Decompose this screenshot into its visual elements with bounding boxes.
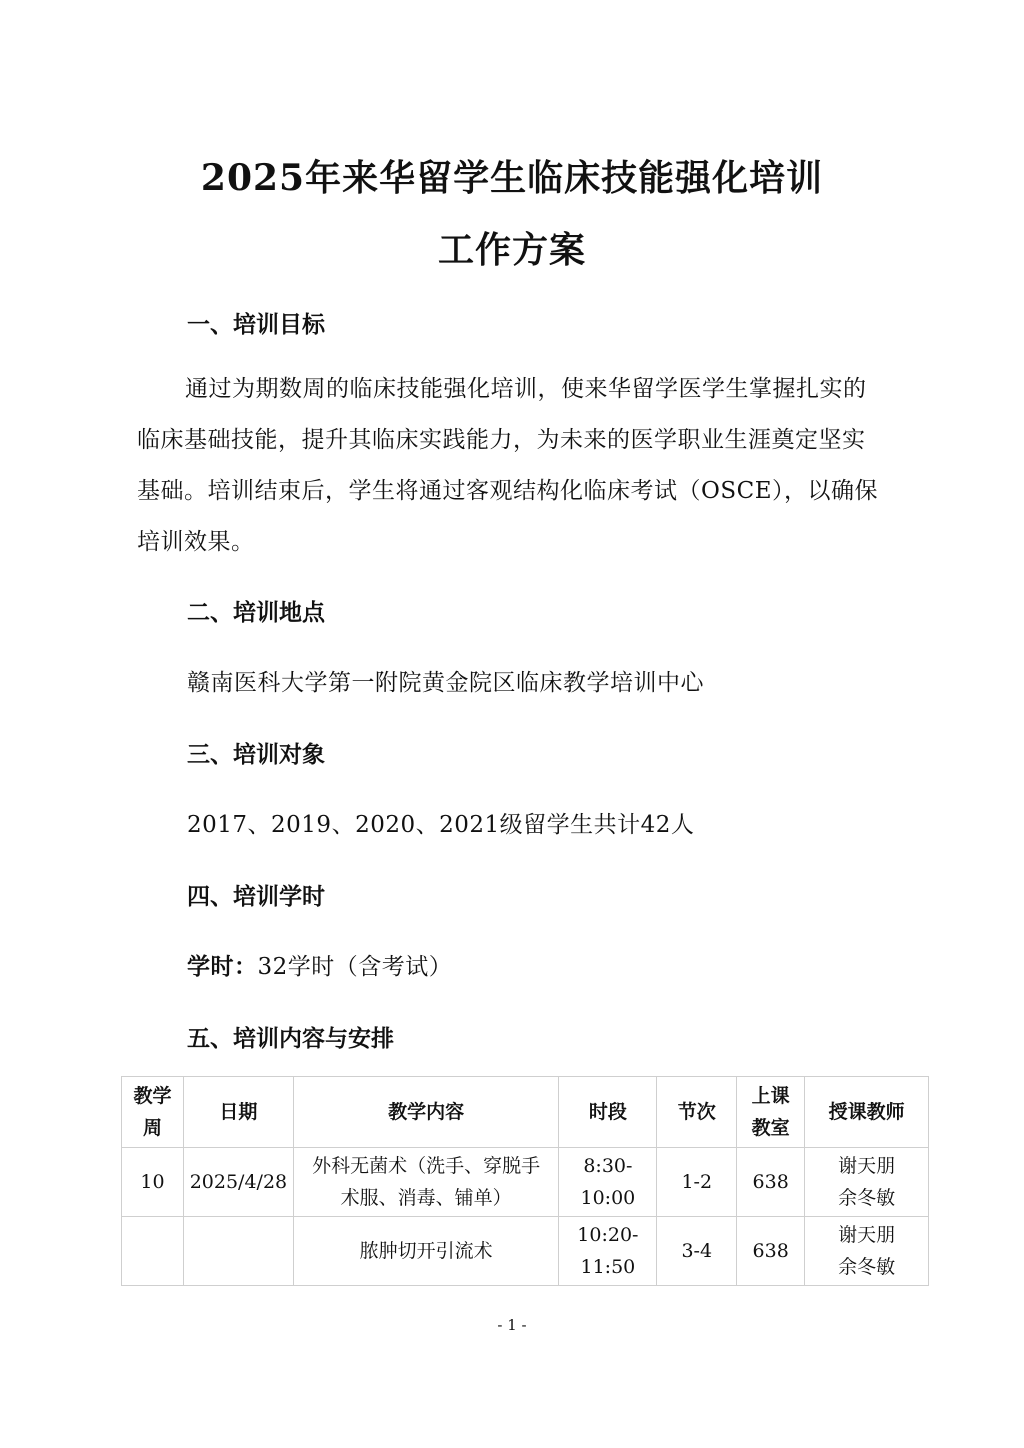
cell-date: 2025/4/28 <box>183 1148 293 1217</box>
page-number: - 1 - <box>497 1316 527 1334</box>
cell-content: 脓肿切开引流术 <box>293 1217 559 1286</box>
cell-teachers: 谢天朋 余冬敏 <box>805 1148 929 1217</box>
schedule-table <box>121 1076 929 1286</box>
table-header-row <box>122 1077 929 1148</box>
cell-time: 8:30- 10:00 <box>559 1148 657 1217</box>
hours-line <box>187 948 452 981</box>
hours-value: 32学时（含考试） <box>257 954 453 980</box>
document-title-line-2: 工作方案 <box>437 229 586 271</box>
cell-week: 10 <box>122 1148 184 1217</box>
column-header-date: 日期 <box>183 1077 293 1148</box>
cell-time: 10:20- 11:50 <box>559 1217 657 1286</box>
column-header-time: 时段 <box>559 1077 657 1148</box>
cell-room: 638 <box>737 1217 805 1286</box>
location-text: 赣南医科大学第一附院黄金院区临床教学培训中心 <box>187 670 704 696</box>
table-row <box>122 1148 929 1217</box>
section-heading-location: 二、培训地点 <box>187 600 325 626</box>
goal-paragraph: 通过为期数周的临床技能强化培训，使来华留学医学生掌握扎实的临床基础技能，提升其临床实践能力，为未来的医学职业生涯奠定坚实基础。培训结束后，学生将通过客观结构化临床考试（OSCE），以确保培训效果。 <box>137 376 878 555</box>
cell-content: 外科无菌术（洗手、穿脱手 术服、消毒、铺单） <box>293 1148 559 1217</box>
column-header-teachers: 授课教师 <box>805 1077 929 1148</box>
section-heading-goal: 一、培训目标 <box>187 312 325 338</box>
section-heading-hours: 四、培训学时 <box>187 884 325 910</box>
column-header-week: 教学 周 <box>122 1077 184 1148</box>
hours-label: 学时： <box>187 954 258 980</box>
table-row <box>122 1217 929 1286</box>
column-header-content: 教学内容 <box>293 1077 559 1148</box>
cell-room: 638 <box>737 1148 805 1217</box>
cell-week <box>122 1217 184 1286</box>
cell-teachers: 谢天朋 余冬敏 <box>805 1217 929 1286</box>
cell-date <box>183 1217 293 1286</box>
column-header-room: 上课 教室 <box>737 1077 805 1148</box>
document-title-line-1: 2025年来华留学生临床技能强化培训 <box>200 157 824 199</box>
column-header-period: 节次 <box>657 1077 737 1148</box>
section-heading-schedule: 五、培训内容与安排 <box>187 1026 394 1052</box>
section-heading-audience: 三、培训对象 <box>187 742 325 768</box>
cell-period: 1-2 <box>657 1148 737 1217</box>
cell-period: 3-4 <box>657 1217 737 1286</box>
audience-text: 2017、2019、2020、2021级留学生共计42人 <box>187 812 695 838</box>
